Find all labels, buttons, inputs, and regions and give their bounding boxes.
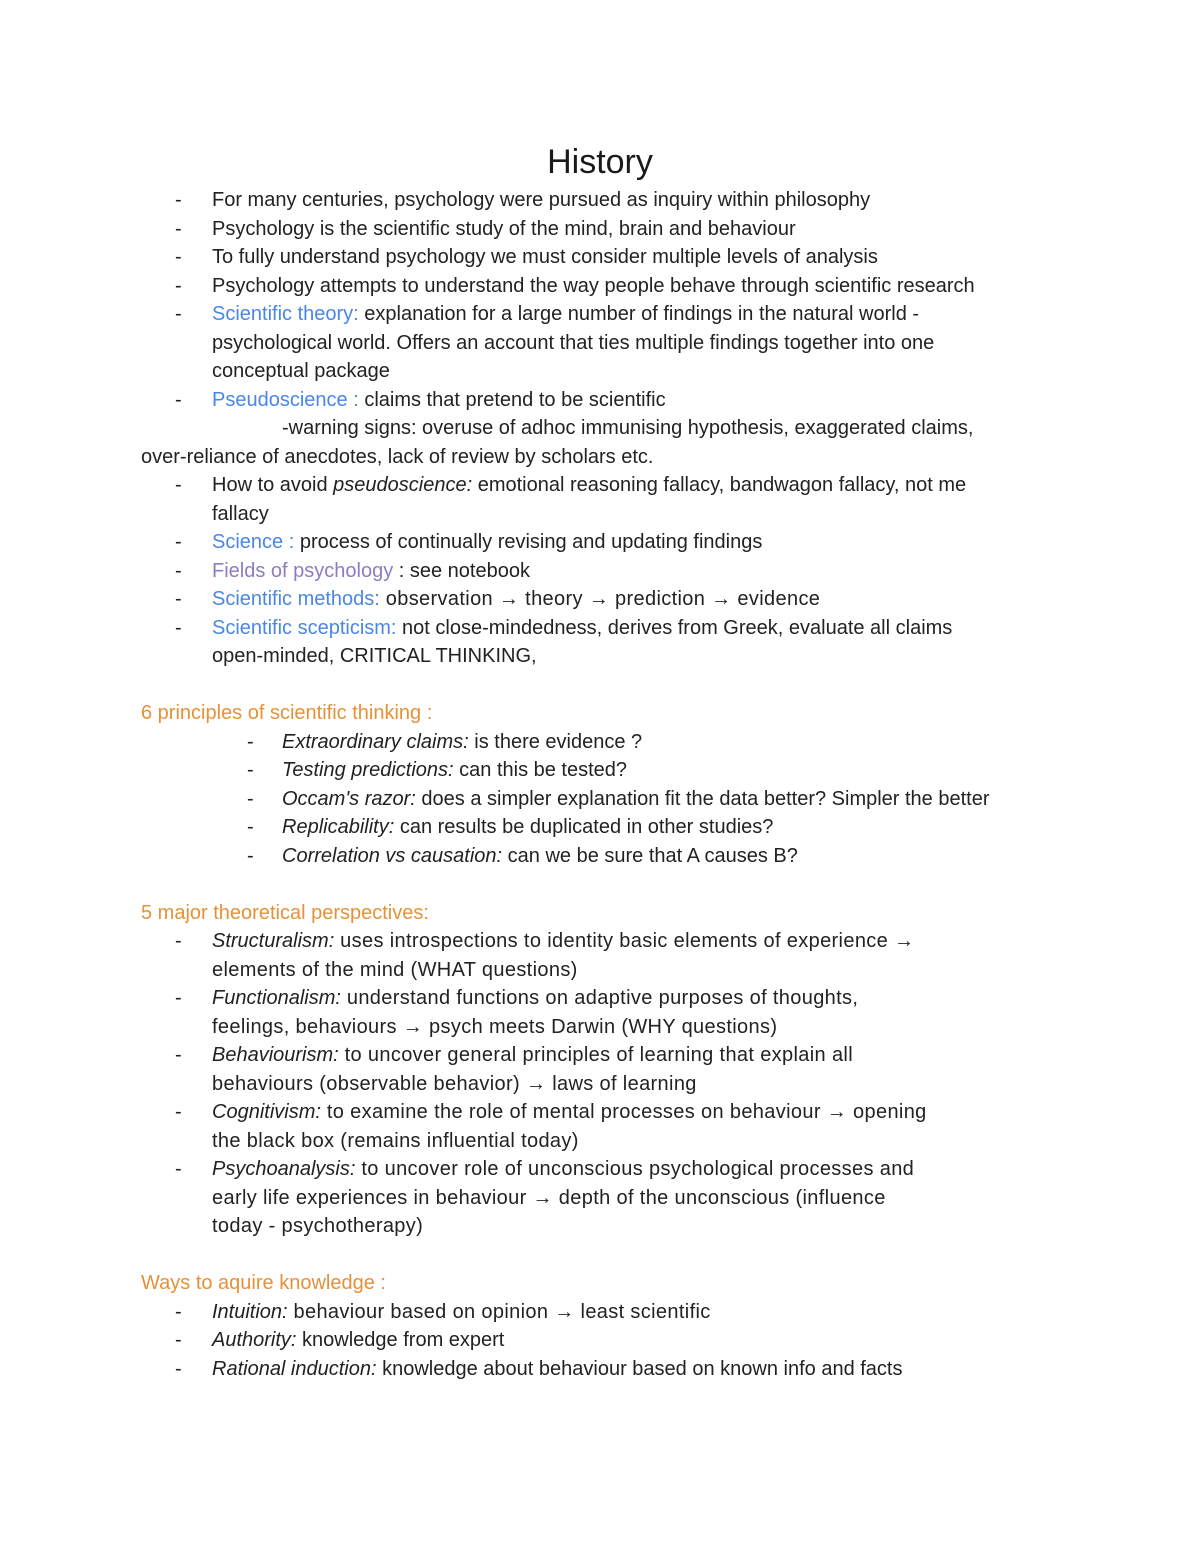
list-item: - Occam's razor: does a simpler explanation fit the data better? Simpler the better <box>141 785 1061 814</box>
knowledge-list <box>141 1298 1061 1384</box>
list-item: - Psychology attempts to understand the way people behave through scientific research <box>141 272 1061 301</box>
page-title: History <box>547 143 653 181</box>
list-item: - Authority: knowledge from expert <box>141 1326 1061 1355</box>
list-item: - Scientific methods: observation → theory → prediction → evidence <box>141 585 1061 614</box>
list-item: - Replicability: can results be duplicated in other studies? <box>141 813 1061 842</box>
list-item: - How to avoid pseudoscience: emotional reasoning fallacy, bandwagon fallacy, not me fallacy <box>141 471 1061 528</box>
list-item: - For many centuries, psychology were pursued as inquiry within philosophy <box>141 186 1061 215</box>
list-item: - Fields of psychology : see notebook <box>141 557 1061 586</box>
list-item: - Testing predictions: can this be tested? <box>141 756 1061 785</box>
term-scientific-theory: Scientific theory: <box>212 303 359 325</box>
principles-list <box>141 728 1061 871</box>
list-item: - Psychology is the scientific study of the mind, brain and behaviour <box>141 215 1061 244</box>
section-heading-perspectives: 5 major theoretical perspectives: <box>141 901 429 924</box>
list-item: - Pseudoscience : claims that pretend to be scientific <box>141 386 1061 415</box>
list-item: - Rational induction: knowledge about behaviour based on known info and facts <box>141 1355 1061 1384</box>
term-scientific-methods: Scientific methods: <box>212 588 380 610</box>
term-scientific-scepticism: Scientific scepticism: <box>212 616 397 639</box>
term-science: Science : <box>212 531 295 553</box>
list-item: - Cognitivism: to examine the role of mental processes on behaviour → opening the black box (remains influential today) <box>141 1098 1061 1155</box>
list-item: - Structuralism: uses introspections to identity basic elements of experience → elements of the mind (WHAT questions) <box>141 927 1061 984</box>
list-item: - Scientific scepticism: not close-mindedness, derives from Greek, evaluate all claims open-minded, CRITICAL THINKING, <box>141 614 1061 671</box>
list-item: - Correlation vs causation: can we be sure that A causes B? <box>141 842 1061 871</box>
section-heading-knowledge: Ways to aquire knowledge : <box>141 1272 386 1294</box>
perspectives-list <box>141 927 1061 1241</box>
history-list <box>141 186 1061 414</box>
list-item: - Behaviourism: to uncover general principles of learning that explain all behaviours (observable behavior) → laws of learning <box>141 1041 1061 1098</box>
warning-signs-continuation: over-reliance of anecdotes, lack of review by scholars etc. <box>141 445 654 468</box>
list-item: - Psychoanalysis: to uncover role of unconscious psychological processes and early life experiences in behaviour → depth of the unconscious (influence today - psychotherapy) <box>141 1155 1061 1241</box>
warning-signs-line: -warning signs: overuse of adhoc immunising hypothesis, exaggerated claims, <box>282 417 974 439</box>
list-item: - Intuition: behaviour based on opinion → least scientific <box>141 1298 1061 1327</box>
document-body <box>141 186 1061 1383</box>
list-item: - Science : process of continually revising and updating findings <box>141 528 1061 557</box>
section-heading-principles: 6 principles of scientific thinking : <box>141 702 433 724</box>
list-item: - Scientific theory: explanation for a large number of findings in the natural world - psychological world. Offers an account that ties multiple findings together into one conceptual package <box>141 300 1061 386</box>
list-item: - Functionalism: understand functions on adaptive purposes of thoughts, feelings, behaviours → psych meets Darwin (WHY questions) <box>141 984 1061 1041</box>
list-item: - To fully understand psychology we must consider multiple levels of analysis <box>141 243 1061 272</box>
list-item: - Extraordinary claims: is there evidence ? <box>141 728 1061 757</box>
history-list-continued <box>141 471 1061 671</box>
term-pseudoscience: Pseudoscience : <box>212 388 359 411</box>
term-fields-of-psychology: Fields of psychology <box>212 559 394 582</box>
